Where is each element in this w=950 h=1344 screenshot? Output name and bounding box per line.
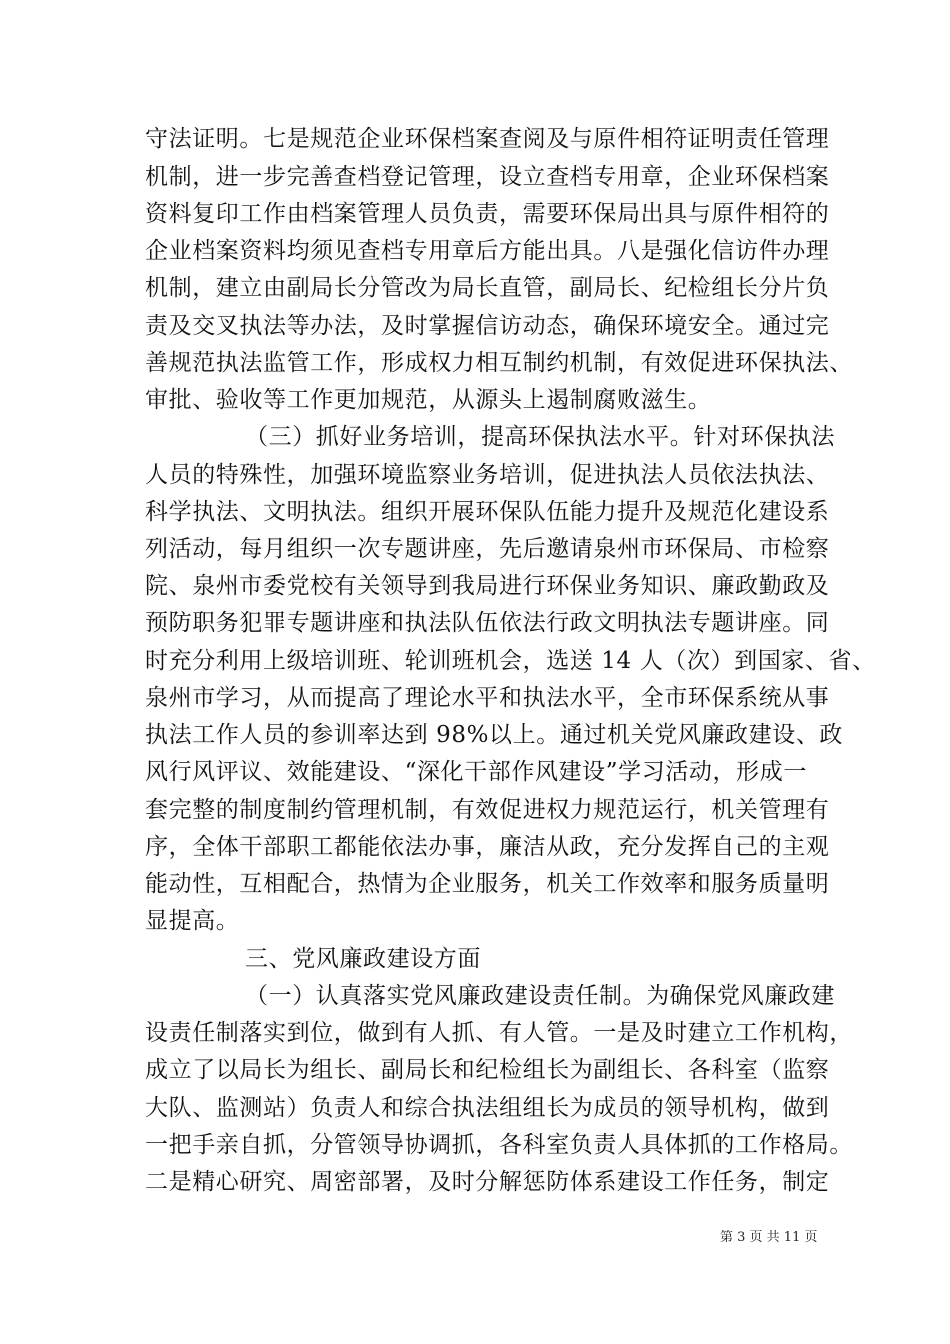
- body-text-line: 显提高。: [145, 908, 240, 934]
- section-heading: 三、党风廉政建设方面: [245, 946, 481, 972]
- body-text-line: 设责任制落实到位，做到有人抓、有人管。一是及时建立工作机构，: [145, 1020, 853, 1046]
- section-subheading-line: （一）认真落实党风廉政建设责任制。为确保党风廉政建: [245, 983, 835, 1009]
- body-text-line: 资料复印工作由档案管理人员负责，需要环保局出具与原件相符的: [145, 201, 830, 227]
- body-text-line: 院、泉州市委党校有关领导到我局进行环保业务知识、廉政勤政及: [145, 573, 830, 599]
- body-text-line: 能动性，互相配合，热情为企业服务，机关工作效率和服务质量明: [145, 871, 830, 897]
- body-text-line: 时充分利用上级培训班、轮训班机会，选送 14 人（次）到国家、省、: [145, 648, 876, 674]
- body-text-line: 套完整的制度制约管理机制，有效促进权力规范运行，机关管理有: [145, 797, 830, 823]
- page-number-footer: 第 3 页 共 11 页: [720, 1230, 818, 1245]
- body-text-line: 一把手亲自抓，分管领导协调抓，各科室负责人具体抓的工作格局。: [145, 1132, 853, 1158]
- body-text-line: 列活动，每月组织一次专题讲座，先后邀请泉州市环保局、市检察: [145, 536, 830, 562]
- body-text-line: 人员的特殊性，加强环境监察业务培训，促进执法人员依法执法、: [145, 462, 830, 488]
- body-text-line: 责及交叉执法等办法，及时掌握信访动态，确保环境安全。通过完: [145, 313, 830, 339]
- body-text-line: 成立了以局长为组长、副局长和纪检组长为副组长、各科室（监察: [145, 1057, 830, 1083]
- body-text-line: 执法工作人员的参训率达到 98%以上。通过机关党风廉政建设、政: [145, 722, 844, 748]
- body-text-line: 风行风评议、效能建设、“深化干部作风建设”学习活动，形成一: [145, 759, 807, 785]
- body-text-line: 企业档案资料均须见查档专用章后方能出具。八是强化信访件办理: [145, 238, 830, 264]
- section-subheading-line: （三）抓好业务培训，提高环保执法水平。针对环保执法: [245, 424, 835, 450]
- body-text-line: 机制，建立由副局长分管改为局长直管，副局长、纪检组长分片负: [145, 275, 830, 301]
- body-text-line: 善规范执法监管工作，形成权力相互制约机制，有效促进环保执法、: [145, 350, 853, 376]
- body-text-line: 二是精心研究、周密部署，及时分解惩防体系建设工作任务，制定: [145, 1169, 830, 1195]
- body-text-line: 机制，进一步完善查档登记管理，设立查档专用章，企业环保档案: [145, 164, 830, 190]
- body-text-line: 大队、监测站）负责人和综合执法组组长为成员的领导机构，做到: [145, 1095, 830, 1121]
- body-text-line: 审批、验收等工作更加规范，从源头上遏制腐败滋生。: [145, 387, 712, 413]
- body-text-line: 科学执法、文明执法。组织开展环保队伍能力提升及规范化建设系: [145, 499, 830, 525]
- body-text-line: 序，全体干部职工都能依法办事，廉洁从政，充分发挥自己的主观: [145, 834, 830, 860]
- body-text-line: 泉州市学习，从而提高了理论水平和执法水平，全市环保系统从事: [145, 685, 830, 711]
- body-text-line: 预防职务犯罪专题讲座和执法队伍依法行政文明执法专题讲座。同: [145, 610, 830, 636]
- body-text-line: 守法证明。七是规范企业环保档案查阅及与原件相符证明责任管理: [145, 126, 830, 152]
